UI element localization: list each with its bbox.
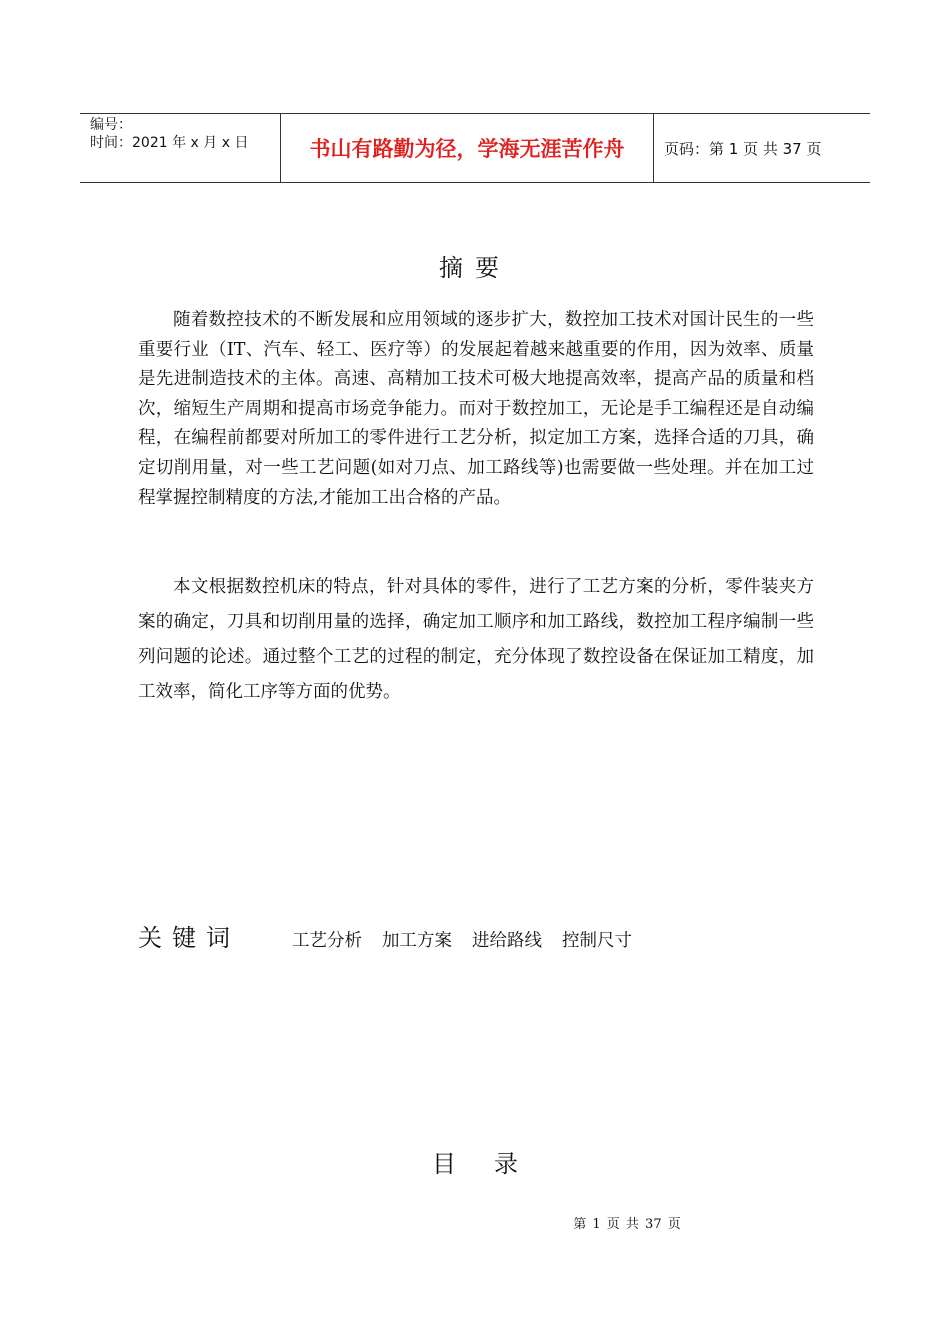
abstract-paragraph-1: 随着数控技术的不断发展和应用领域的逐步扩大，数控加工技术对国计民生的一些重要行业（IT、汽车、轻工、医疗等）的发展起着越来越重要的作用，因为效率、质量是先进制造技术的主体。高速、高精加工技术可极大地提高效率，提高产品的质量和档次，缩短生产周期和提高市场竞争能力。而对于数控加工，无论是手工编程还是自动编程，在编程前都要对所加工的零件进行工艺分析，拟定加工方案，选择合适的刀具，确定切削用量，对一些工艺问题(如对刀点、加工路线等)也需要做一些处理。并在加工过程掌握控制精度的方法,才能加工出合格的产品。 bbox=[138, 310, 814, 508]
keyword-item: 控制尺寸 bbox=[562, 931, 632, 951]
time-label: 时间：2021 年 x 月 x 日 bbox=[90, 135, 249, 151]
toc-title: 目录 bbox=[432, 1150, 556, 1178]
keyword-item: 进给路线 bbox=[472, 931, 542, 951]
page-footer: 第 1 页 共 37 页 bbox=[573, 1217, 681, 1232]
header-meta bbox=[80, 114, 281, 182]
abstract-title: 摘要 bbox=[439, 254, 511, 282]
keyword-item: 加工方案 bbox=[382, 931, 452, 951]
header-page-info: 页码：第 1 页 共 37 页 bbox=[664, 139, 822, 158]
keywords-label: 关键词 bbox=[138, 924, 240, 952]
abstract-paragraph-2: 本文根据数控机床的特点，针对具体的零件，进行了工艺方案的分析，零件装夹方案的确定，刀具和切削用量的选择，确定加工顺序和加工路线，数控加工程序编制一些列问题的论述。通过整个工艺的过程的制定，充分体现了数控设备在保证加工精度，加工效率，简化工序等方面的优势。 bbox=[138, 577, 814, 702]
document-header bbox=[80, 113, 870, 183]
number-label: 编号： bbox=[90, 117, 132, 133]
header-motto: 书山有路勤为径，学海无涯苦作舟 bbox=[281, 114, 654, 182]
keywords-section bbox=[138, 918, 652, 953]
keyword-item: 工艺分析 bbox=[292, 931, 362, 951]
